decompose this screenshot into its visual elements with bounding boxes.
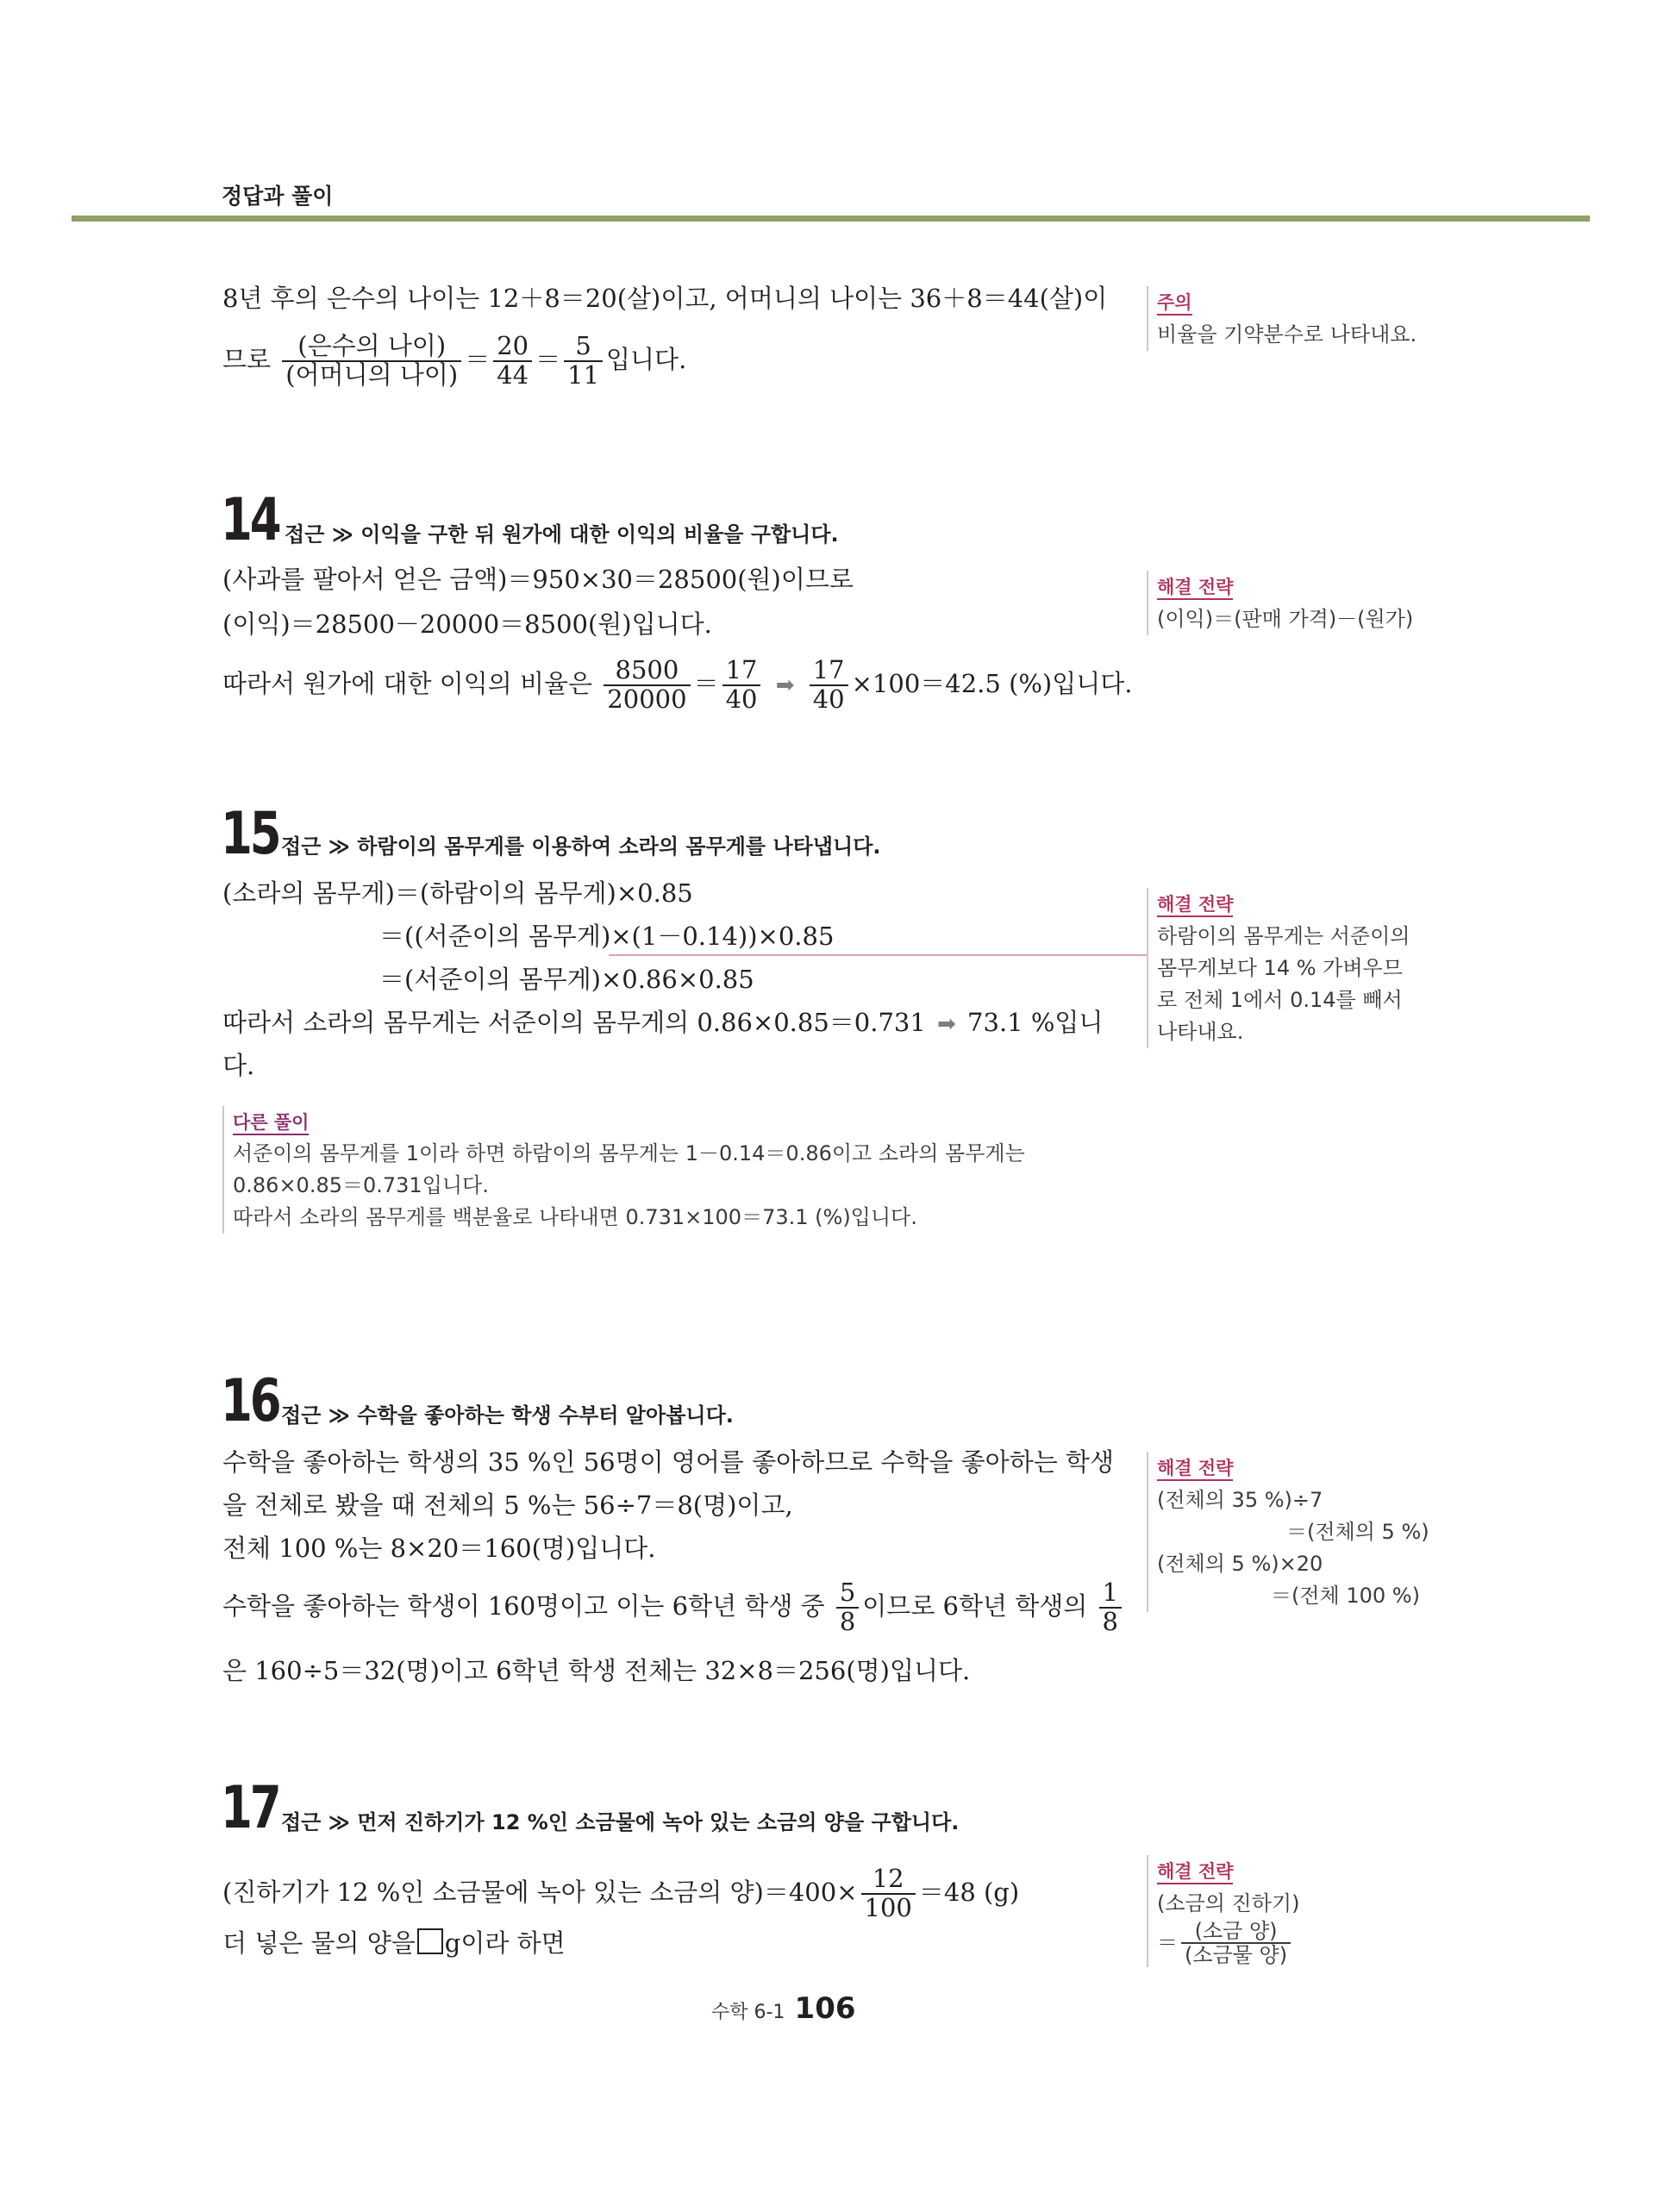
p16-line-1: 수학을 좋아하는 학생의 35 %인 56명이 영어를 좋아하므로 수학을 좋아하는 학생: [222, 1447, 1114, 1477]
side-note-label: 주의: [1157, 291, 1192, 316]
intro-line-2: 므로 $\frac{\text{(은수의 나이)}}{\text{(어머니의 나이)}}$ ＝ $\frac{20}{44}$ ＝ $\frac{5}{11}$ 입니다.: [222, 331, 687, 390]
p15-line-5: 다.: [222, 1051, 255, 1080]
approach-15: 접근 ≫ 하람이의 몸무게를 이용하여 소라의 몸무게를 나타냅니다.: [281, 834, 881, 859]
p15-line-3: ＝(서준이의 몸무게)×0.86×0.85: [379, 965, 754, 994]
fraction-17-40-b: $\frac{17}{40}$: [810, 657, 848, 714]
p16-line-2: 을 전체로 봤을 때 전체의 5 %는 56÷7＝8(명)이고,: [222, 1490, 793, 1520]
fraction-12-100: $\frac{12}{100}$: [861, 1865, 916, 1922]
page-header-title: 정답과 풀이: [222, 184, 334, 209]
alternate-solution-box: 다른 풀이 서준이의 몸무게를 1이라 하면 하람이의 몸무게는 1－0.14＝0.86이고 소라의 몸무게는 0.86×0.85＝0.731입니다. 따라서 소라의 몸무게를 백분율로 나타내면 0.731×100＝73.1 (%)입니다.: [222, 1106, 1095, 1234]
p14-line-3: 따라서 원가에 대한 이익의 비율은 $\frac{8500}{20000}$ ＝ $\frac{17}{40}$ ➡ $\frac{17}{40}$ ×100＝42.5 (%)입니다.: [222, 655, 1133, 714]
problem-number-17: 17: [221, 1774, 279, 1842]
p15-line-2: ＝((서준이의 몸무게)×(1－0.14))×0.85: [379, 922, 835, 951]
p16-line-4: 수학을 좋아하는 학생이 160명이고 이는 6학년 학생 중 $\frac{5}{8}$ 이므로 6학년 학생의 $\frac{1}{8}$: [222, 1579, 1125, 1636]
fraction-age-ratio: $\frac{\text{(은수의 나이)}}{\text{(어머니의 나이)}}$: [282, 333, 461, 390]
side-note-text: 비율을 기약분수로 나타내요.: [1157, 322, 1417, 347]
approach-16: 접근 ≫ 수학을 좋아하는 학생 수부터 알아봅니다.: [281, 1403, 734, 1428]
problem-number-16: 16: [221, 1367, 279, 1435]
side-note-strategy-15: 해결 전략 하람이의 몸무게는 서준이의 몸무게보다 14 % 가벼우므 로 전체 1에서 0.14를 빼서 나타내요.: [1147, 888, 1450, 1048]
alternate-solution-label: 다른 풀이: [233, 1111, 309, 1135]
problem-number-15: 15: [221, 800, 279, 868]
right-arrow-icon: ➡: [937, 1011, 956, 1037]
side-note-strategy-14: 해결 전략 (이익)＝(판매 가격)－(원가): [1147, 571, 1450, 635]
side-note-strategy-16: 해결 전략 (전체의 35 %)÷7 ＝(전체의 5 %) (전체의 5 %)×20 ＝(전체 100 %): [1147, 1452, 1450, 1612]
right-arrow-icon: ➡: [775, 672, 795, 698]
p17-line-2: 더 넣은 물의 양을 g이라 하면: [222, 1928, 566, 1958]
footer-subject: 수학 6-1: [711, 2002, 785, 2023]
p16-line-5: 은 160÷5＝32(명)이고 6학년 학생 전체는 32×8＝256(명)입니다.: [222, 1656, 971, 1685]
page-number: 106: [794, 1991, 856, 2026]
p16-line-3: 전체 100 %는 8×20＝160(명)입니다.: [222, 1534, 656, 1563]
fraction-1-8: $\frac{1}{8}$: [1099, 1579, 1122, 1636]
approach-17: 접근 ≫ 먼저 진하기가 12 %인 소금물에 녹아 있는 소금의 양을 구합니다.: [281, 1810, 960, 1834]
blank-box-icon: [417, 1928, 443, 1954]
p15-line-1: (소라의 몸무게)＝(하람이의 몸무게)×0.85: [222, 878, 693, 908]
fraction-17-40: $\frac{17}{40}$: [722, 657, 761, 714]
p15-line-4: 따라서 소라의 몸무게는 서준이의 몸무게의 0.86×0.85＝0.731 ➡ 73.1 %입니: [222, 1008, 1104, 1037]
p17-line-1: (진하기가 12 %인 소금물에 녹아 있는 소금의 양)＝400× $\frac{12}{100}$ ＝48 (g): [222, 1864, 1020, 1922]
approach-14: 접근 ≫ 이익을 구한 뒤 원가에 대한 이익의 비율을 구합니다.: [285, 522, 839, 547]
p14-line-1: (사과를 팔아서 얻은 금액)＝950×30＝28500(원)이므로: [222, 565, 854, 594]
fraction-20-44: $\frac{20}{44}$: [493, 333, 532, 390]
header-divider: [72, 216, 1590, 222]
p14-line-2: (이익)＝28500－20000＝8500(원)입니다.: [222, 609, 712, 639]
fraction-salt-ratio: $\frac{\text{(소금 양)}}{\text{(소금물 양)}}$: [1181, 1920, 1291, 1967]
fraction-5-8: $\frac{5}{8}$: [836, 1579, 859, 1636]
side-note-connector: [609, 954, 1148, 956]
side-note-caution: [1147, 286, 1450, 351]
fraction-5-11: $\frac{5}{11}$: [564, 333, 603, 390]
fraction-8500-20000: $\frac{8500}{20000}$: [604, 657, 690, 714]
page-footer: [711, 1991, 856, 2026]
intro-line-1: 8년 후의 은수의 나이는 12＋8＝20(살)이고, 어머니의 나이는 36＋8＝44(살)이: [222, 284, 1108, 313]
problem-number-14: 14: [221, 486, 279, 554]
side-note-strategy-17: 해결 전략 (소금의 진하기) ＝ $\frac{\text{(소금 양)}}{\text{(소금물 양)}}$: [1147, 1855, 1450, 1967]
